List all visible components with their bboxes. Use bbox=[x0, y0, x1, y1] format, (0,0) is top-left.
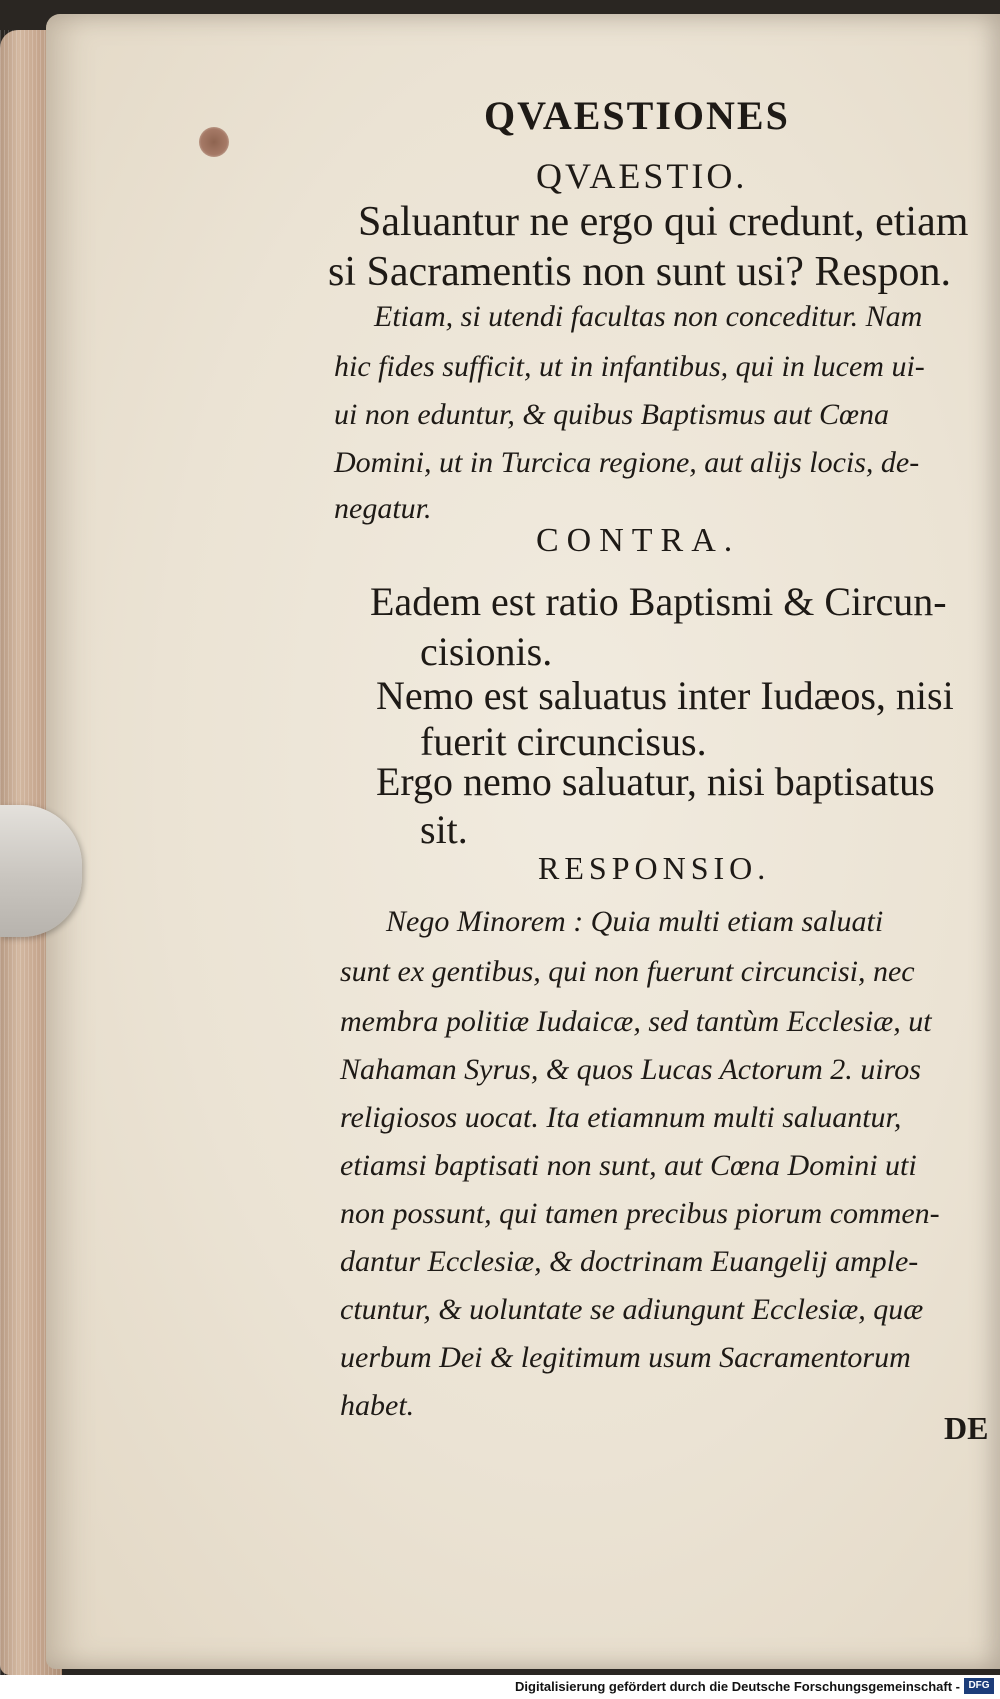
answer-line: Etiam, si utendi facultas non conceditur. Nam bbox=[374, 300, 923, 333]
responsio-line: Nahaman Syrus, & quos Lucas Actorum 2. uiros bbox=[340, 1053, 921, 1086]
question-heading: QVAESTIO. bbox=[536, 156, 748, 196]
syllogism-line: Eadem est ratio Baptismi & Circun- bbox=[370, 579, 947, 624]
running-head: QVAESTIONES bbox=[484, 93, 790, 138]
catchword: DE bbox=[944, 1410, 989, 1446]
responsio-line: religiosos uocat. Ita etiamnum multi saluantur, bbox=[340, 1101, 902, 1134]
syllogism-line: cisionis. bbox=[420, 629, 553, 674]
dfg-logo: DFG bbox=[964, 1678, 994, 1694]
answer-line: Domini, ut in Turcica regione, aut alijs locis, de- bbox=[334, 446, 920, 479]
footer-bar bbox=[0, 1675, 1000, 1699]
responsio-heading: RESPONSIO. bbox=[538, 850, 771, 886]
responsio-line: ctuntur, & uoluntate se adiungunt Ecclesiæ, quæ bbox=[340, 1293, 924, 1326]
responsio-line: uerbum Dei & legitimum usum Sacramentorum bbox=[340, 1341, 911, 1374]
responsio-line: habet. bbox=[340, 1389, 415, 1422]
syllogism-line: Nemo est saluatus inter Iudæos, nisi bbox=[376, 673, 954, 718]
responsio-line: membra politiæ Iudaicæ, sed tantùm Ecclesiæ, ut bbox=[340, 1005, 932, 1038]
contra-heading: CONTRA. bbox=[536, 522, 741, 559]
syllogism-line: Ergo nemo saluatur, nisi baptisatus bbox=[376, 759, 935, 804]
answer-line: negatur. bbox=[334, 492, 432, 525]
responsio-line: non possunt, qui tamen precibus piorum commen- bbox=[340, 1197, 940, 1230]
responsio-line: sunt ex gentibus, qui non fuerunt circuncisi, nec bbox=[340, 955, 915, 988]
syllogism-line: fuerit circuncisus. bbox=[420, 719, 707, 764]
answer-line: ui non eduntur, & quibus Baptismus aut Cœna bbox=[334, 398, 890, 431]
answer-line: hic fides sufficit, ut in infantibus, qui in lucem ui- bbox=[334, 350, 925, 383]
responsio-line: dantur Ecclesiæ, & doctrinam Euangelij ample- bbox=[340, 1245, 919, 1278]
ink-stain bbox=[199, 127, 229, 157]
question-line: si Sacramentis non sunt usi? Respon. bbox=[328, 249, 951, 295]
responsio-line: etiamsi baptisati non sunt, aut Cœna Domini uti bbox=[340, 1149, 917, 1182]
syllogism-line: sit. bbox=[420, 807, 468, 852]
question-line: Saluantur ne ergo qui credunt, etiam bbox=[358, 199, 969, 245]
funding-notice: Digitalisierung gefördert durch die Deutsche Forschungsgemeinschaft - bbox=[515, 1679, 960, 1694]
responsio-line: Nego Minorem : Quia multi etiam saluati bbox=[386, 905, 884, 938]
